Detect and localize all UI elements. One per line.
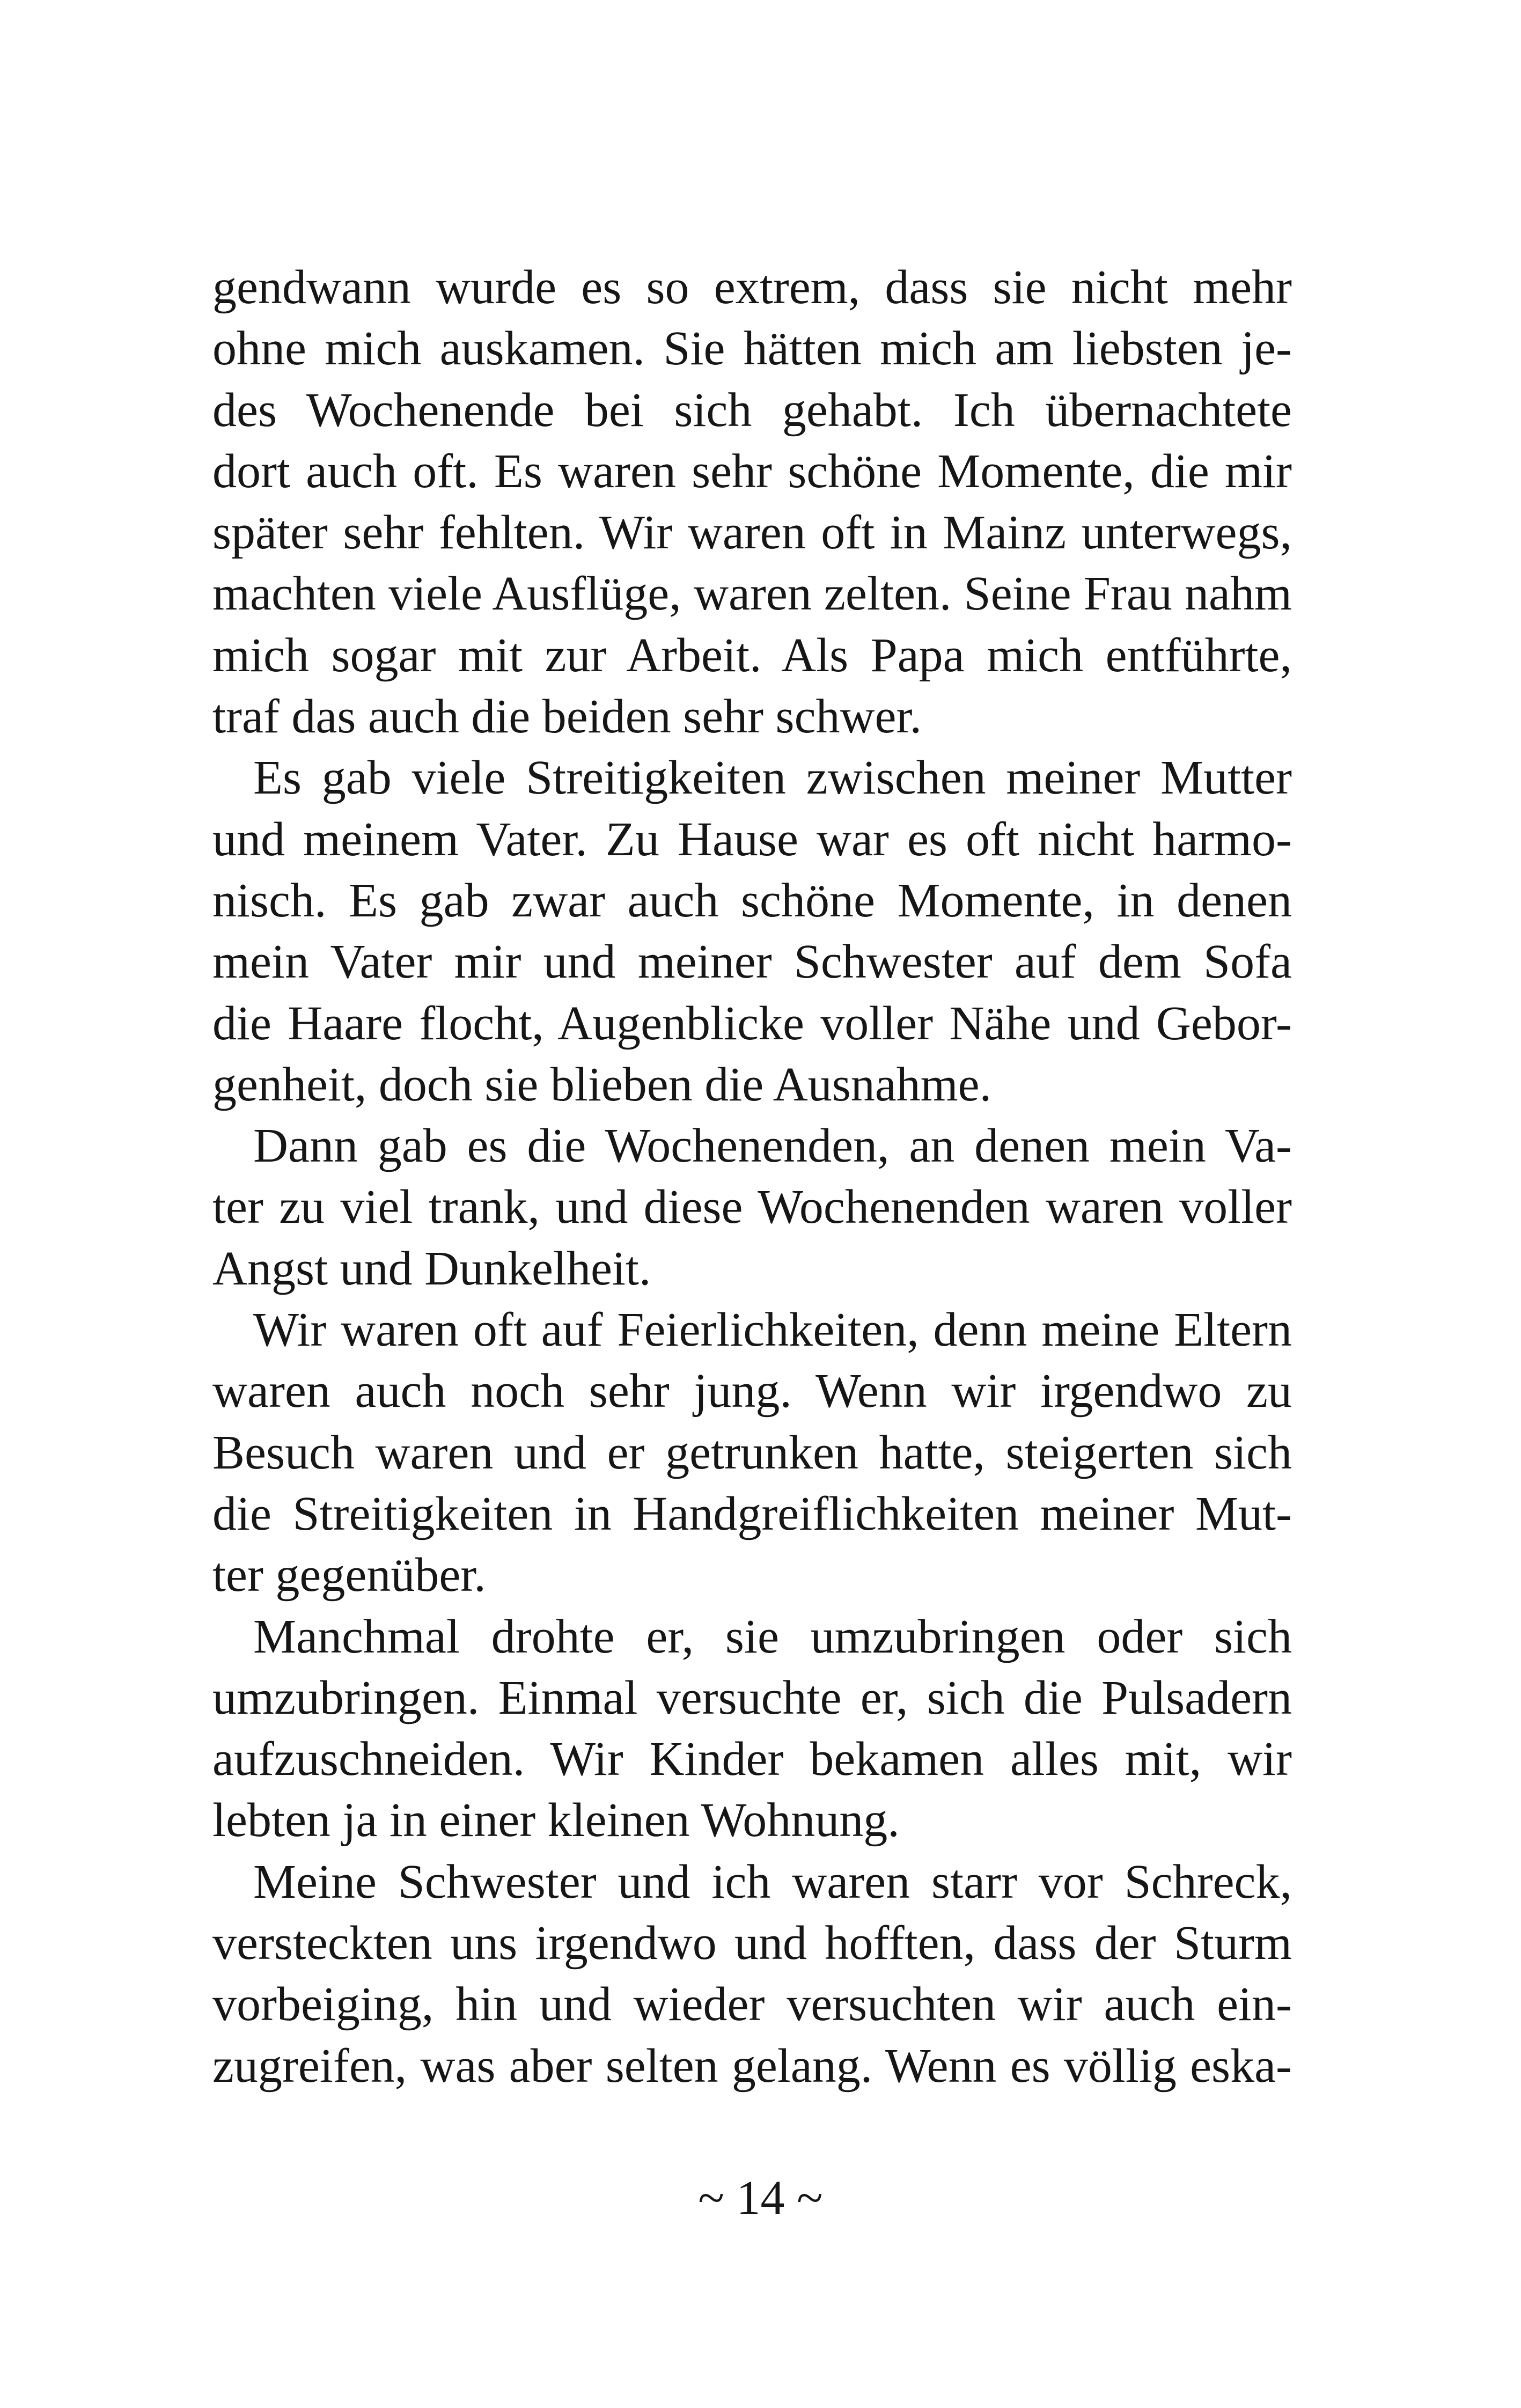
text-line: Manchmal drohte er, sie umzubringen oder sich bbox=[253, 1610, 1292, 1663]
text-line: zugreifen, was aber selten gelang. Wenn es völlig eska- bbox=[212, 2039, 1292, 2093]
text-line: aufzuschneiden. Wir Kinder bekamen alles mit, wir bbox=[212, 1732, 1292, 1786]
page-number: ~ 14 ~ bbox=[698, 2171, 823, 2225]
text-line: ohne mich auskamen. Sie hätten mich am liebsten je- bbox=[212, 322, 1292, 376]
body-text bbox=[212, 257, 1292, 2097]
text-line: mein Vater mir und meiner Schwester auf dem Sofa bbox=[212, 935, 1292, 989]
text-line: traf das auch die beiden sehr schwer. bbox=[212, 690, 922, 744]
text-line: machten viele Ausflüge, waren zelten. Seine Frau nahm bbox=[212, 567, 1292, 621]
text-line: genheit, doch sie blieben die Ausnahme. bbox=[212, 1058, 992, 1111]
text-line: umzubringen. Einmal versuchte er, sich die Pulsadern bbox=[212, 1671, 1292, 1724]
text-line: die Haare flocht, Augenblicke voller Nähe und Gebor- bbox=[212, 996, 1292, 1050]
text-line: Angst und Dunkelheit. bbox=[212, 1242, 651, 1295]
text-line: versteckten uns irgendwo und hofften, dass der Sturm bbox=[212, 1917, 1292, 1970]
text-line: gendwann wurde es so extrem, dass sie nicht mehr bbox=[212, 261, 1292, 314]
text-line: mich sogar mit zur Arbeit. Als Papa mich entführte, bbox=[212, 628, 1292, 682]
text-line: Besuch waren und er getrunken hatte, steigerten sich bbox=[212, 1426, 1292, 1479]
text-line: dort auch oft. Es waren sehr schöne Momente, die mir bbox=[212, 444, 1292, 498]
text-line: Wir waren oft auf Feierlichkeiten, denn meine Eltern bbox=[253, 1303, 1292, 1357]
text-line: die Streitigkeiten in Handgreiflichkeiten meiner Mut- bbox=[212, 1487, 1292, 1540]
text-line: und meinem Vater. Zu Hause war es oft nicht harmo- bbox=[212, 812, 1292, 866]
text-line: Es gab viele Streitigkeiten zwischen meiner Mutter bbox=[253, 751, 1292, 805]
text-line: Dann gab es die Wochenenden, an denen mein Va- bbox=[253, 1119, 1292, 1173]
text-line: vorbeiging, hin und wieder versuchten wir auch ein- bbox=[212, 1978, 1292, 2031]
text-line: des Wochenende bei sich gehabt. Ich übernachtete bbox=[212, 383, 1292, 437]
text-line: ter zu viel trank, und diese Wochenenden waren voller bbox=[212, 1180, 1292, 1234]
text-line: waren auch noch sehr jung. Wenn wir irgendwo zu bbox=[212, 1364, 1292, 1418]
text-line: Meine Schwester und ich waren starr vor Schreck, bbox=[253, 1855, 1292, 1908]
text-line: lebten ja in einer kleinen Wohnung. bbox=[212, 1794, 900, 1847]
text-line: ter gegenüber. bbox=[212, 1548, 486, 1602]
text-line: später sehr fehlten. Wir waren oft in Mainz unterwegs, bbox=[212, 506, 1292, 560]
text-line: nisch. Es gab zwar auch schöne Momente, in denen bbox=[212, 873, 1292, 927]
